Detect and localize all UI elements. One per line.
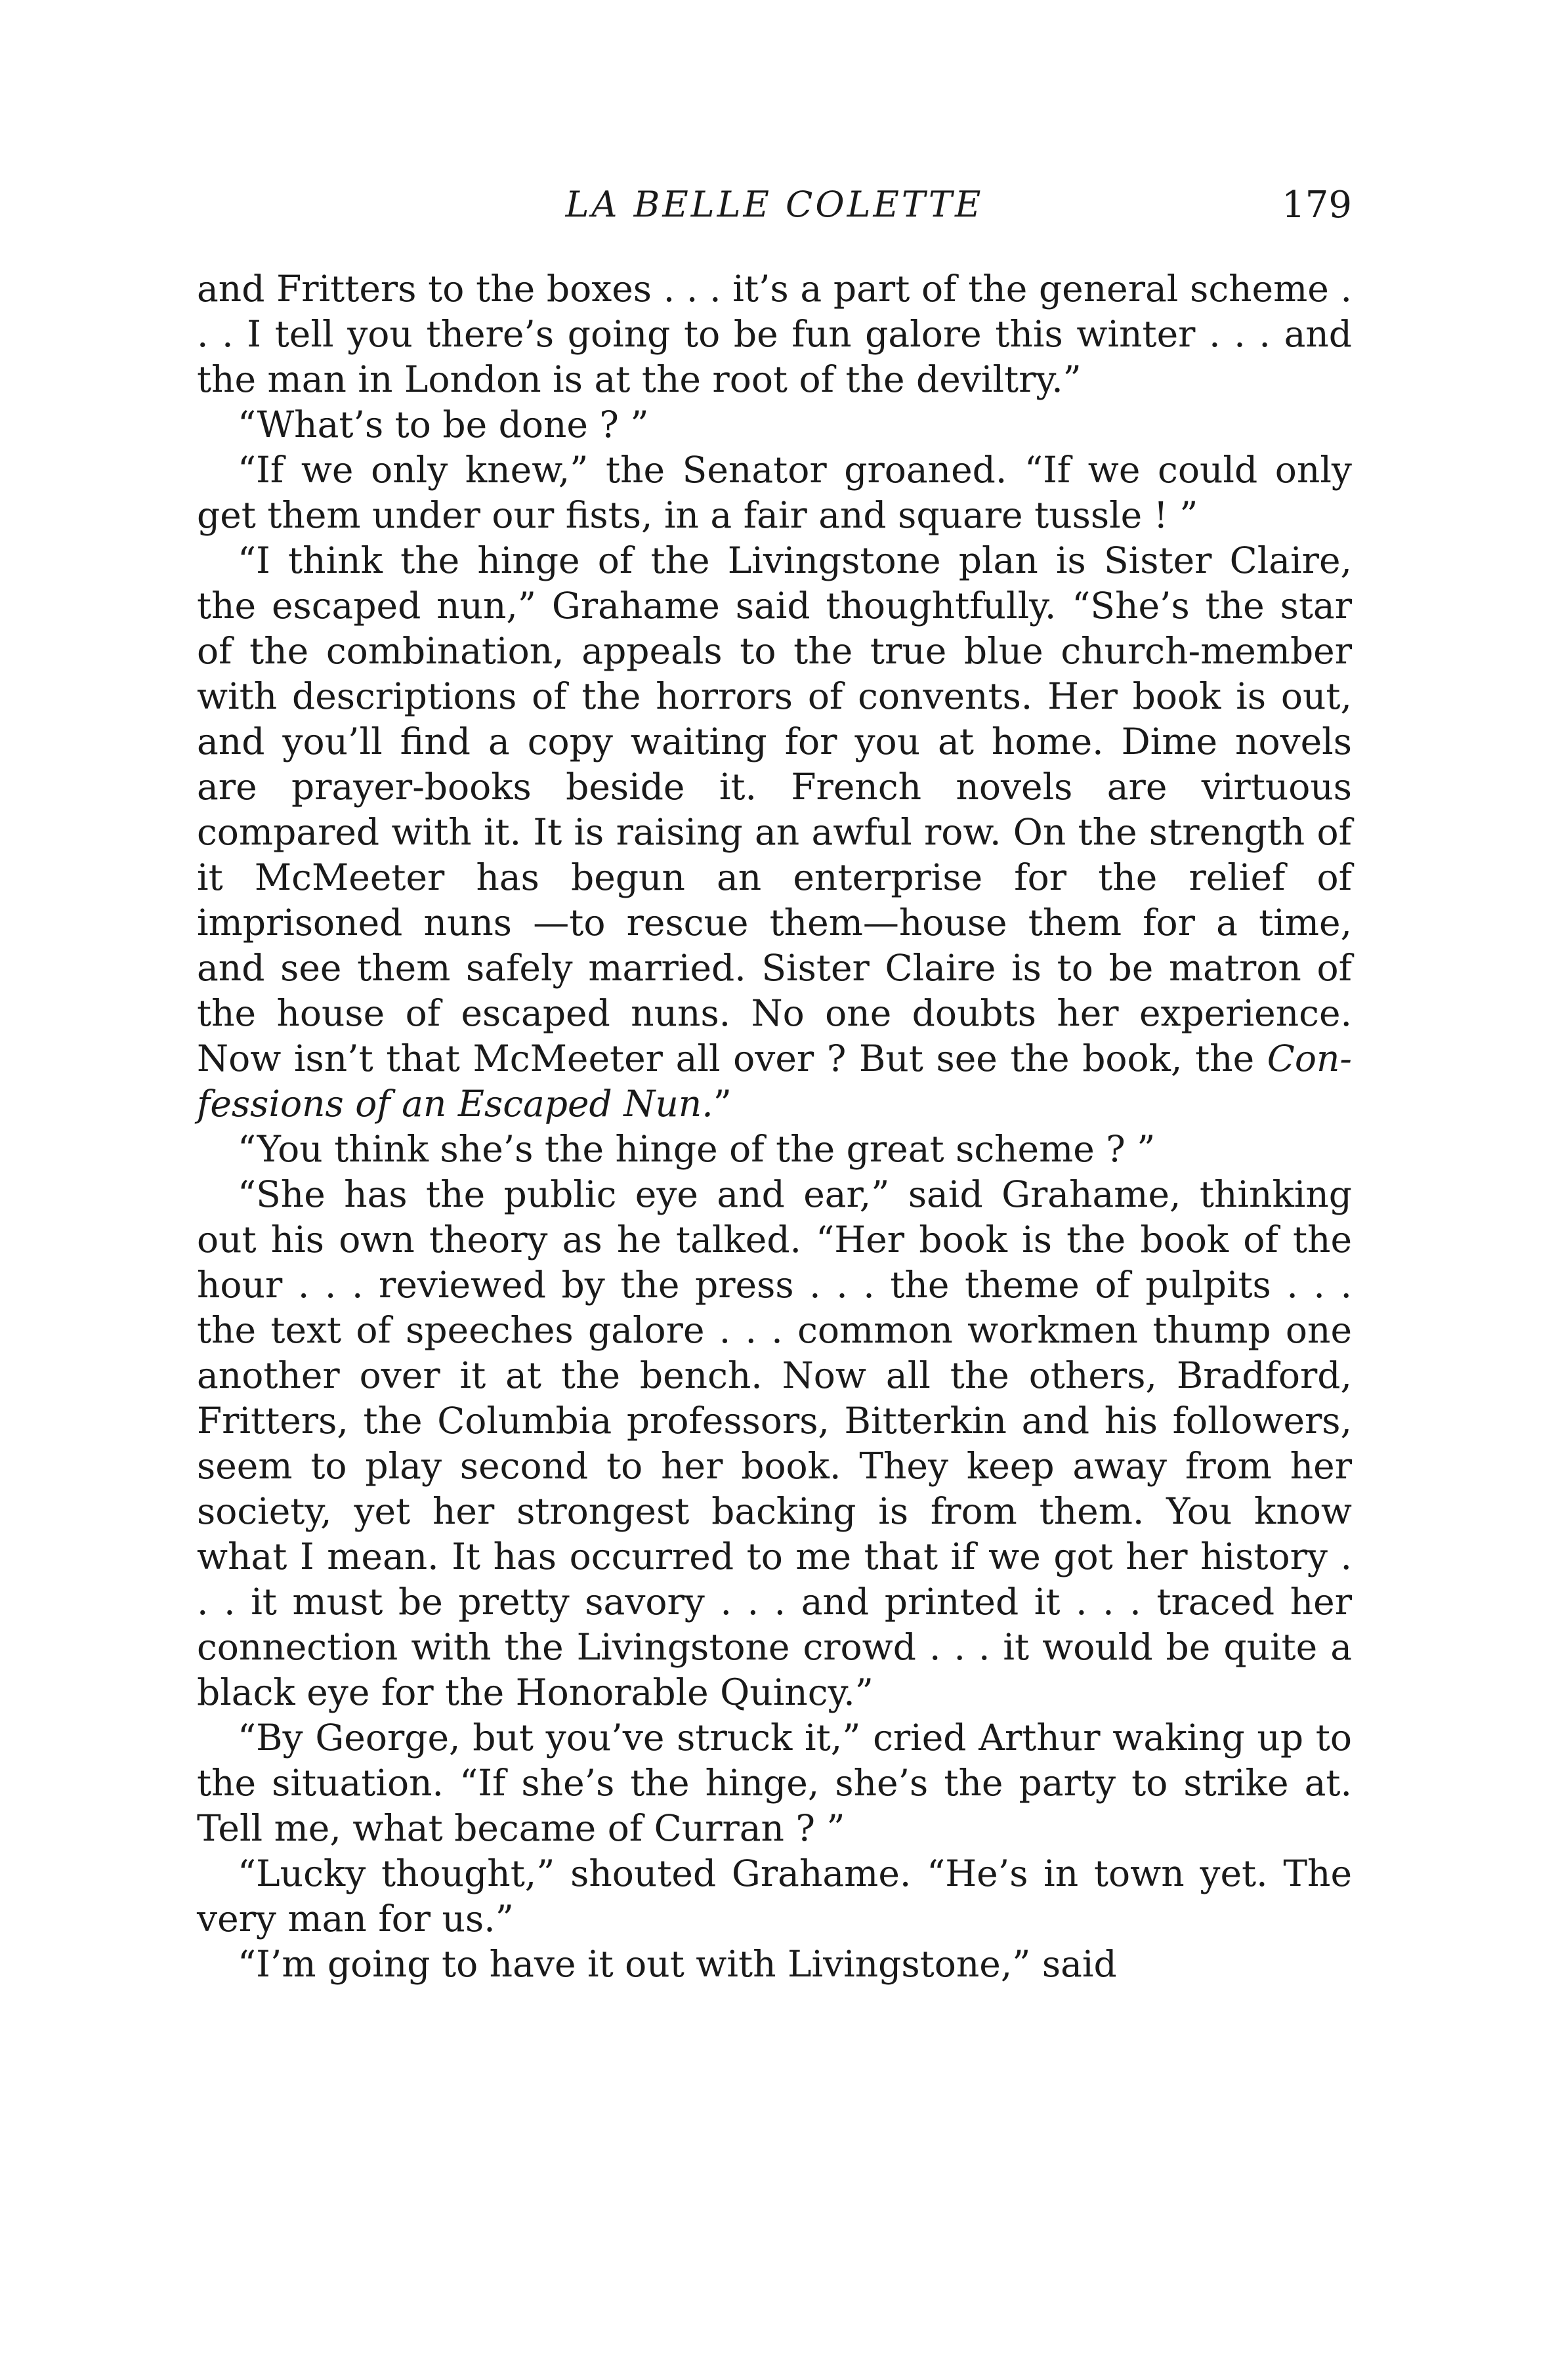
closing-quote: ” xyxy=(713,1083,732,1125)
paragraph-2: “What’s to be done ? ” xyxy=(238,404,649,446)
running-head: LA BELLE COLETTE xyxy=(565,184,984,225)
paragraph-1: and Fritters to the boxes . . . it’s a part of the general scheme . . . I tell you there’s going to be fun galore this winter . . . and the man in London is at the root of the deviltry.” xyxy=(197,268,1352,400)
page-number: 179 xyxy=(1282,184,1352,226)
paragraph-7: “By George, but you’ve struck it,” cried Arthur waking up to the situation. “If she’s the hinge, she’s the party to strike at. Tell me, what became of Curran ? ” xyxy=(197,1717,1352,1849)
body-text xyxy=(197,266,1352,1987)
paragraph-4 xyxy=(197,538,1352,1127)
book-title: Confessions of an Escaped Nun. xyxy=(197,1037,1353,1125)
paragraph-4-text: “I think the hinge of the Livingstone plan is Sister Claire, the escaped nun,” Grahame said thoughtfully. “She’s the star of the combination, appeals to the true blue church-member with descriptions of the horrors of convents. Her book is out, and you’ll find a copy waiting for you at home. Dime novels are prayer-books beside it. French novels are virtuous compared with it. It is raising an awful row. On the strength of it McMeeter has begun an enterprise for the relief of imprisoned nuns —to rescue them—house them for a time, and see them safely married. Sister Claire is to be matron of the house of escaped nuns. No one doubts her experience. Now isn’t that McMeeter all over ? But see the book, the xyxy=(197,539,1352,1079)
paragraph-3: “If we only knew,” the Senator groaned. “If we could only get them under our fists, in a fair and square tussle ! ” xyxy=(197,449,1352,536)
paragraph-5: “You think she’s the hinge of the great scheme ? ” xyxy=(238,1128,1156,1170)
page-header xyxy=(197,184,1352,243)
paragraph-6: “She has the public eye and ear,” said Grahame, thinking out his own theory as he talked. “Her book is the book of the hour . . . reviewed by the press . . . the theme of pulpits . . . the text of speeches galore . . . common workmen thump one another over it at the bench. Now all the others, Bradford, Fritters, the Columbia professors, Bitterkin and his followers, seem to play second to her book. They keep away from her society, yet her strongest backing is from them. You know what I mean. It has occurred to me that if we got her history . . . it must be pretty savory . . . and printed it . . . traced her connection with the Livingstone crowd . . . it would be quite a black eye for the Honorable Quincy.” xyxy=(197,1173,1352,1713)
book-page xyxy=(197,184,1352,1987)
paragraph-8: “Lucky thought,” shouted Grahame. “He’s in town yet. The very man for us.” xyxy=(197,1852,1352,1940)
paragraph-9: “I’m going to have it out with Livingstone,” said xyxy=(238,1943,1117,1985)
